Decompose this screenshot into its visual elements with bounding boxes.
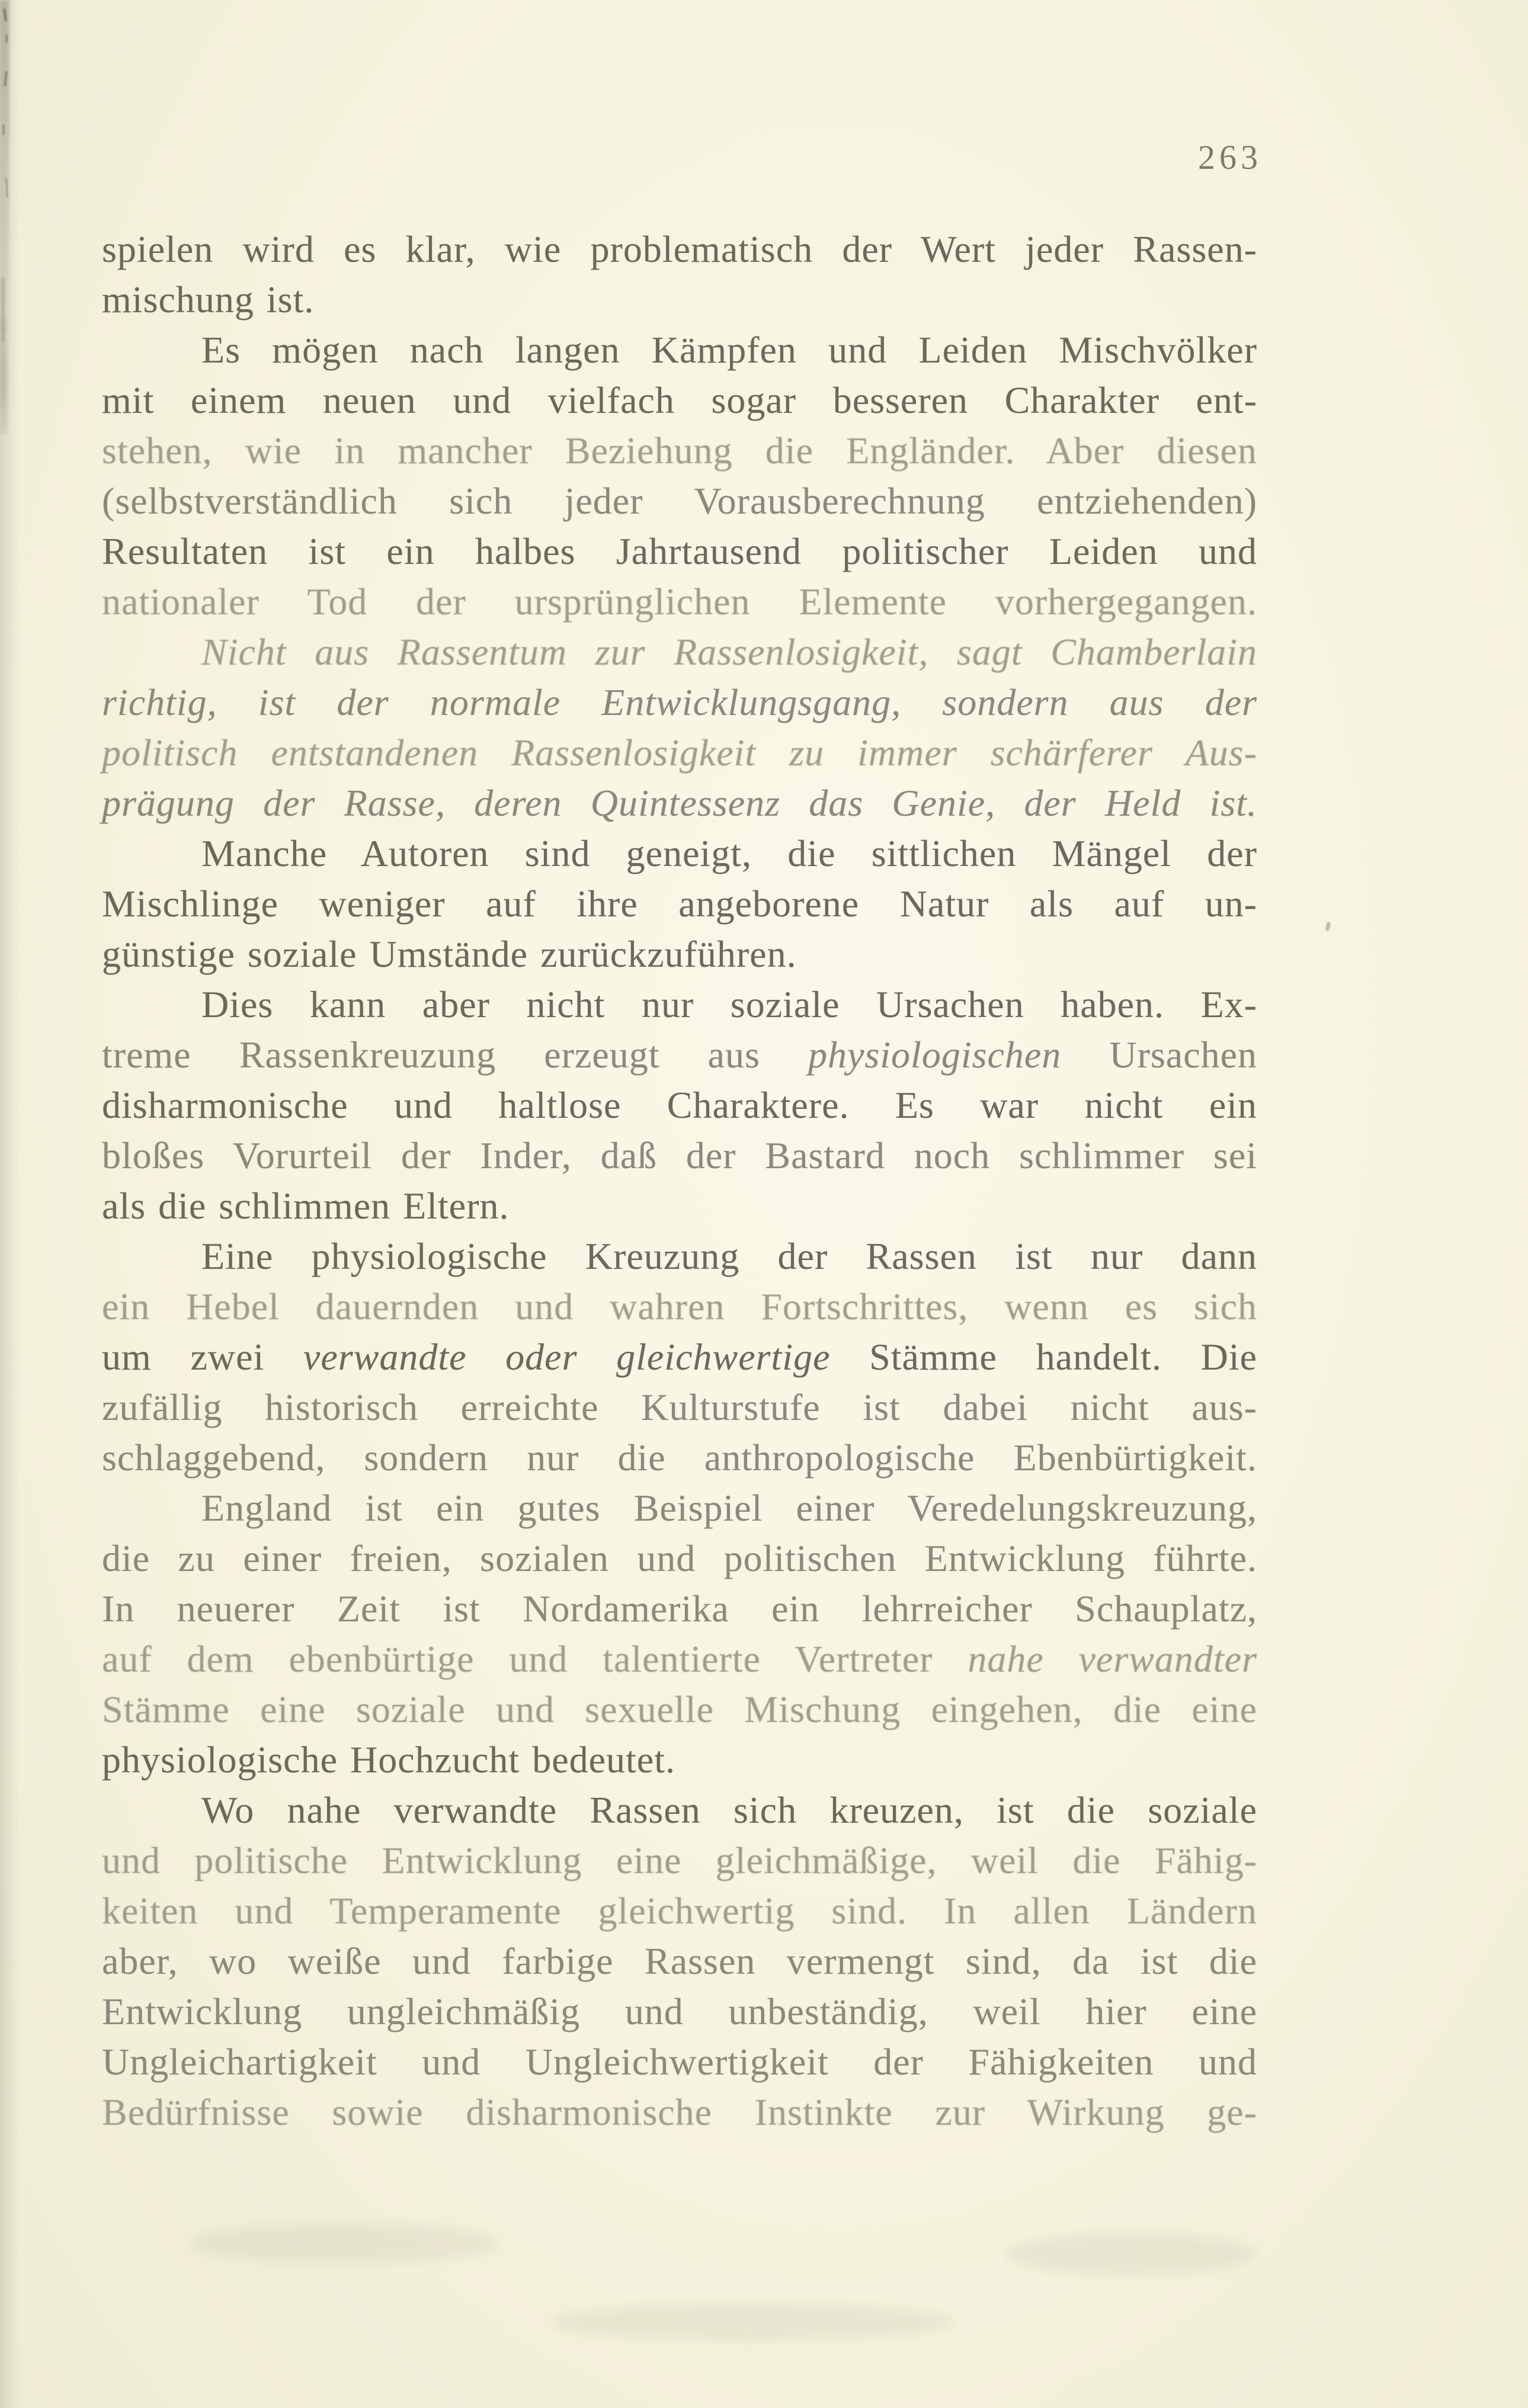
text-line	[102, 1583, 1257, 1634]
text-segment: Stämme handelt. Die	[830, 1336, 1258, 1378]
text-segment: günstige soziale Umstände zurückzuführen.	[102, 933, 797, 975]
text-segment: Ungleichartigkeit und Ungleichwertigkeit der Fähigkeiten und	[102, 2041, 1257, 2083]
text-line	[102, 1986, 1257, 2037]
text-line	[102, 1432, 1257, 1483]
text-segment: Wo nahe verwandte Rassen sich kreuzen, ist die soziale	[201, 1789, 1257, 1831]
text-line	[102, 476, 1257, 526]
text-segment: politisch entstandenen Rassenlosigkeit zu immer schärferer Aus-	[102, 732, 1257, 774]
text-segment: England ist ein gutes Beispiel einer Veredelungskreuzung,	[201, 1487, 1257, 1529]
text-segment: auf dem ebenbürtige und talentierte Vertreter	[102, 1638, 968, 1680]
text-line	[102, 1835, 1257, 1886]
text-line	[102, 1382, 1257, 1432]
text-segment: ein Hebel dauernden und wahren Fortschrittes, wenn es sich	[102, 1285, 1257, 1328]
text-line	[102, 1734, 1257, 1785]
binding-mark	[5, 34, 8, 43]
text-line	[102, 1030, 1257, 1080]
text-segment: spielen wird es klar, wie problematisch der Wert jeder Rassen-	[102, 228, 1257, 270]
text-line	[102, 1533, 1257, 1583]
show-through-smudge	[1007, 2233, 1256, 2275]
text-line	[102, 1130, 1257, 1181]
italic-text-segment: verwandte oder gleichwertige	[303, 1336, 831, 1378]
text-line	[102, 1080, 1257, 1130]
text-line	[102, 1281, 1257, 1332]
text-segment: Entwicklung ungleichmäßig und unbeständig, weil hier eine	[102, 1990, 1257, 2032]
text-segment: bloßes Vorurteil der Inder, daß der Bastard noch schlimmer sei	[102, 1134, 1257, 1176]
text-segment: disharmonische und haltlose Charaktere. Es war nicht ein	[102, 1084, 1257, 1126]
page-number: 263	[1198, 138, 1262, 177]
text-line	[102, 1181, 1257, 1231]
binding-mark	[2, 124, 5, 135]
text-segment: nationaler Tod der ursprünglichen Elemente vorhergegangen.	[102, 581, 1257, 623]
text-line	[102, 274, 1257, 325]
text-line	[102, 1332, 1257, 1382]
text-line	[102, 1936, 1257, 1986]
text-segment: (selbstverständlich sich jeder Vorausberechnung entziehenden)	[102, 480, 1257, 522]
text-segment: treme Rassenkreuzung erzeugt aus	[102, 1034, 808, 1076]
text-segment: um zwei	[102, 1336, 303, 1378]
text-segment: stehen, wie in mancher Beziehung die Engländer. Aber diesen	[102, 429, 1257, 472]
binding-mark	[1, 277, 5, 342]
text-line	[102, 1483, 1257, 1533]
text-line	[102, 778, 1257, 828]
text-line	[102, 929, 1257, 979]
text-line	[102, 677, 1257, 727]
text-line	[102, 1785, 1257, 1835]
text-line	[102, 2037, 1257, 2087]
text-segment: Resultaten ist ein halbes Jahrtausend politischer Leiden und	[102, 530, 1257, 572]
text-line	[102, 979, 1257, 1030]
text-segment: Eine physiologische Kreuzung der Rassen ist nur dann	[201, 1235, 1257, 1277]
text-line	[102, 1231, 1257, 1281]
text-segment: Manche Autoren sind geneigt, die sittlichen Mängel der	[201, 832, 1257, 874]
show-through-smudge	[190, 2223, 498, 2264]
text-segment: Stämme eine soziale und sexuelle Mischung eingehen, die eine	[102, 1688, 1257, 1730]
text-segment: Ursachen	[1061, 1034, 1258, 1076]
text-line	[102, 878, 1257, 929]
text-segment: mit einem neuen und vielfach sogar besseren Charakter ent-	[102, 379, 1257, 421]
text-line	[102, 2087, 1257, 2137]
text-segment: richtig, ist der normale Entwicklungsgang, sondern aus der	[102, 681, 1257, 723]
text-segment: Es mögen nach langen Kämpfen und Leiden Mischvölker	[201, 329, 1257, 371]
text-segment: physiologische Hochzucht bedeutet.	[102, 1739, 675, 1781]
text-line	[102, 576, 1257, 627]
text-segment: Bedürfnisse sowie disharmonische Instinkte zur Wirkung ge-	[102, 2091, 1257, 2133]
text-line	[102, 224, 1257, 274]
text-segment: schlaggebend, sondern nur die anthropologische Ebenbürtigkeit.	[102, 1437, 1257, 1479]
text-line	[102, 1634, 1257, 1684]
text-line	[102, 375, 1257, 425]
text-line	[102, 627, 1257, 677]
text-segment: In neuerer Zeit ist Nordamerika ein lehrreicher Schauplatz,	[102, 1588, 1257, 1630]
show-through-smudge	[551, 2304, 954, 2340]
text-segment: die zu einer freien, sozialen und politischen Entwicklung führte.	[102, 1537, 1257, 1579]
text-segment: keiten und Temperamente gleichwertig sind. In allen Ländern	[102, 1890, 1257, 1932]
text-line	[102, 425, 1257, 476]
text-line	[102, 1684, 1257, 1734]
text-segment: Mischlinge weniger auf ihre angeborene Natur als auf un-	[102, 883, 1257, 925]
text-segment: prägung der Rasse, deren Quintessenz das Genie, der Held ist.	[102, 782, 1257, 824]
text-segment: aber, wo weiße und farbige Rassen vermengt sind, da ist die	[102, 1940, 1257, 1982]
text-segment: zufällig historisch erreichte Kulturstufe ist dabei nicht aus-	[102, 1386, 1257, 1428]
text-line	[102, 828, 1257, 878]
text-segment: Dies kann aber nicht nur soziale Ursachen haben. Ex-	[201, 983, 1257, 1025]
text-segment: als die schlimmen Eltern.	[102, 1185, 510, 1227]
page-text	[102, 224, 1257, 2137]
text-segment: Nicht aus Rassentum zur Rassenlosigkeit, sagt Chamberlain	[201, 631, 1257, 673]
text-line	[102, 727, 1257, 778]
ink-speck	[1325, 921, 1331, 931]
text-segment: und politische Entwicklung eine gleichmäßige, weil die Fähig-	[102, 1839, 1257, 1881]
text-line	[102, 1886, 1257, 1936]
text-segment: mischung ist.	[102, 278, 315, 320]
italic-text-segment: nahe verwandter	[968, 1638, 1258, 1680]
text-line	[102, 325, 1257, 375]
text-line	[102, 526, 1257, 576]
italic-text-segment: physiologischen	[808, 1034, 1062, 1076]
